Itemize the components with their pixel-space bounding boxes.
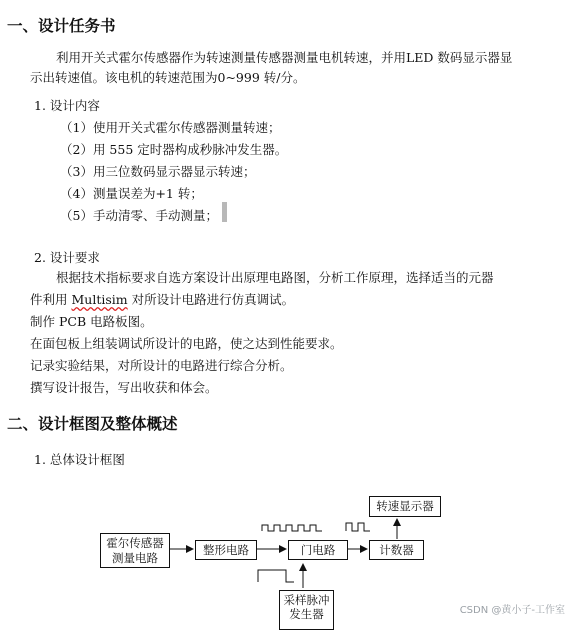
requirements-line: 记录实验结果，对所设计的电路进行综合分析。	[30, 358, 293, 373]
design-content-title: 1. 设计内容	[34, 98, 100, 113]
design-requirements-title: 2. 设计要求	[34, 250, 100, 265]
section-heading-2: 二、设计框图及整体概述	[7, 415, 178, 433]
section-heading-1: 一、设计任务书	[7, 17, 116, 35]
intro-line-1: 利用开关式霍尔传感器作为转速测量传感器测量电机转速，并用LED 数码显示器显	[56, 50, 513, 65]
list-item: （5）手动清零、手动测量；	[60, 208, 218, 223]
requirements-line-1: 根据技术指标要求自选方案设计出原理电路图，分析工作原理，选择适当的元器	[56, 270, 494, 285]
overall-diagram-title: 1. 总体设计框图	[34, 452, 125, 467]
speed-display-block: 转速显示器	[369, 496, 441, 517]
requirements-line: 在面包板上组装调试所设计的电路，使之达到性能要求。	[30, 336, 343, 351]
counter-block: 计数器	[369, 540, 424, 560]
list-item: （4）测量误差为+1 转；	[60, 186, 203, 201]
shaping-circuit-block: 整形电路	[195, 540, 257, 560]
spellcheck-word[interactable]: Multisim	[71, 292, 128, 307]
requirements-line: 制作 PCB 电路板图。	[30, 314, 153, 329]
hall-sensor-block: 霍尔传感器测量电路	[100, 533, 170, 568]
requirements-line: 撰写设计报告，写出收获和体会。	[30, 380, 218, 395]
requirements-line-2-suffix: 对所设计电路进行仿真调试。	[127, 292, 295, 307]
list-item: （1）使用开关式霍尔传感器测量转速；	[60, 120, 281, 135]
intro-line-2: 示出转速值。该电机的转速范围为0~999 转/分。	[30, 70, 306, 85]
gate-circuit-block: 门电路	[288, 540, 348, 560]
requirements-line-2-prefix: 件利用	[30, 292, 72, 307]
list-item: （3）用三位数码显示器显示转速；	[60, 164, 256, 179]
watermark: CSDN @黄小子-工作室	[459, 605, 565, 616]
sampling-pulse-block: 采样脉冲发生器	[279, 590, 334, 630]
list-item: （2）用 555 定时器构成秒脉冲发生器。	[60, 142, 288, 157]
